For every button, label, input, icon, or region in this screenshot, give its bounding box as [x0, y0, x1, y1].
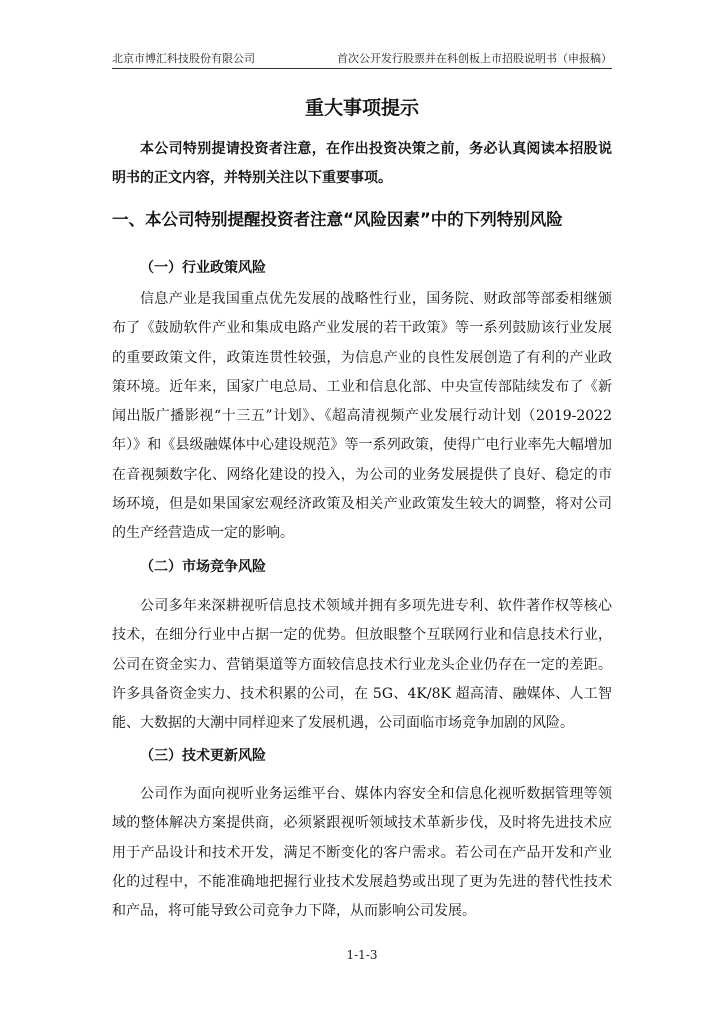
- paragraph-competition-risk: 公司多年来深耕视听信息技术领域并拥有多项先进专利、软件著作权等核心技术，在细分行业中占据一定的优势。但放眼整个互联网行业和信息技术行业，公司在资金实力、营销渠道等方面较信息技术行业龙头企业仍存在一定的差距。许多具备资金实力、技术积累的公司，在 5G、4K/8K 超高清、融媒体、人工智能、大数据的大潮中同样迎来了发展机遇，公司面临市场竞争加剧的风险。: [112, 598, 612, 732]
- header-document-title: 首次公开发行股票并在科创板上市招股说明书（申报稿）: [337, 52, 612, 65]
- paragraph-technology-risk: 公司作为面向视听业务运维平台、媒体内容安全和信息化视听数据管理等领域的整体解决方案提供商，必须紧跟视听领域技术革新步伐，及时将先进技术应用于产品设计和技术开发，满足不断变化的客户需求。若公司在产品开发和产业化的过程中，不能准确地把握行业技术发展趋势或出现了更为先进的替代性技术和产品，将可能导致公司竞争力下降，从而影响公司发展。: [112, 786, 612, 920]
- page-header: [112, 51, 612, 67]
- header-company: 北京市博汇科技股份有限公司: [112, 52, 255, 65]
- intro-block: [112, 135, 612, 194]
- page-title: 重大事项提示: [304, 97, 419, 119]
- paragraph-policy-risk: 信息产业是我国重点优先发展的战略性行业，国务院、财政部等部委相继颁布了《鼓励软件产业和集成电路产业发展的若干政策》等一系列鼓励该行业发展的重要政策文件，政策连贯性较强，为信息产业的良性发展创造了有利的产业政策环境。近年来，国家广电总局、工业和信息化部、中央宣传部陆续发布了《新闻出版广播影视“十三五”计划》、《超高清视频产业发展行动计划（2019-2022年）》和《县级融媒体中心建设规范》等一系列政策，使得广电行业率先大幅增加在音视频数字化、网络化建设的投入，为公司的业务发展提供了良好、稳定的市场环境，但是如果国家宏观经济政策及相关产业政策发生较大的调整，将对公司的生产经营造成一定的影响。: [112, 291, 612, 542]
- intro-paragraph: 本公司特别提请投资者注意，在作出投资决策之前，务必认真阅读本招股说明书的正文内容，并特别关注以下重要事项。: [112, 141, 612, 187]
- subsection-body-technology: [112, 780, 612, 926]
- page-number: 1-1-3: [346, 948, 378, 962]
- subsection-heading-technology: （三）技术更新风险: [140, 748, 266, 764]
- subsection-heading-policy: （一）行业政策风险: [140, 260, 266, 276]
- section-heading: 一、本公司特别提醒投资者注意“风险因素”中的下列特别风险: [112, 210, 563, 229]
- header-divider: [112, 68, 612, 69]
- subsection-body-policy: [112, 285, 612, 549]
- subsection-body-competition: [112, 592, 612, 738]
- subsection-heading-competition: （二）市场竞争风险: [140, 559, 266, 575]
